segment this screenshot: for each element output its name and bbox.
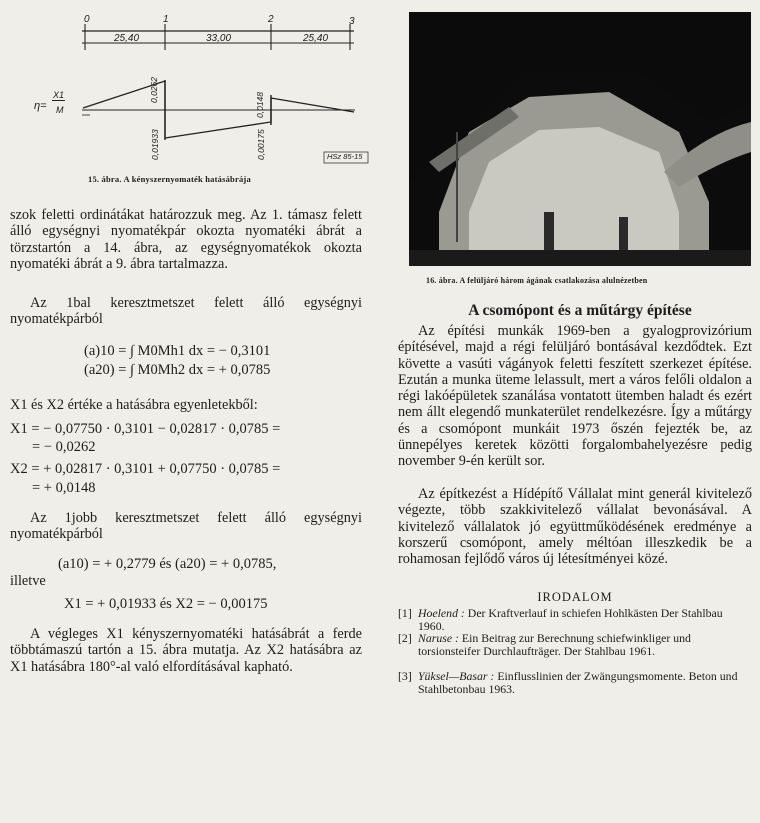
left-paragraph-4: Az 1jobb keresztmetszet felett álló egységnyi nyomatékpárból: [10, 510, 362, 543]
left-illetve: illetve: [10, 573, 46, 589]
equation-a10-a20: (a10) = + 0,2779 és (a20) = + 0,0785,: [58, 556, 277, 572]
eta-numerator: X1: [53, 90, 65, 100]
left-paragraph-5: A végleges X1 kényszernyomatéki hatásábrát a ferde többtámaszú tartón a 15. ábra mutatja. Az X2 hatásábra az X1 hatásábra 180°-al való elfordításával kapható.: [10, 626, 362, 675]
references-heading: IRODALOM: [537, 590, 613, 604]
figure-15-caption: 15. ábra. A kényszernyomaték hatásábrája: [88, 174, 251, 184]
eta-denominator: M: [56, 105, 64, 115]
figure-15-influence-diagram: [0, 0, 380, 170]
figure-stamp: HSz 85-15: [327, 152, 363, 161]
span-length-3: 25,40: [303, 33, 329, 44]
equation-x1-x2: X1 = + 0,01933 és X2 = − 0,00175: [64, 596, 268, 612]
left-paragraph-3: X1 és X2 értéke a hatásábra egyenletekből:: [10, 397, 258, 413]
span-length-1: 25,40: [114, 33, 140, 44]
bridge-underside-image: [409, 12, 751, 266]
support-label-1: 1: [163, 14, 169, 25]
ordinate-bottom-1: 0,01933: [150, 129, 160, 160]
equation-x2-result: = + 0,0148: [32, 480, 96, 496]
equation-x2: X2 = + 0,02817 · 0,3101 + 0,07750 · 0,0785 =: [10, 461, 281, 477]
right-paragraph-2: Az építkezést a Hídépítő Vállalat mint generál kivitelező végezte, több szakkivitelező vállalat bevonásával. A kivitelező vállalatok jó együttműködésének eredménye a korszerű csomópont, amely méltóan illeszkedik be a rohamosan fejlődő város új létesítményei közé.: [398, 486, 752, 568]
ordinate-bottom-2: 0,00175: [256, 129, 266, 160]
support-label-2: 2: [268, 14, 274, 25]
figure-16-photo: [409, 12, 751, 266]
equation-x1: X1 = − 0,07750 · 0,3101 − 0,02817 · 0,0785 =: [10, 421, 281, 437]
span-length-2: 33,00: [206, 33, 232, 44]
left-paragraph-1: szok feletti ordinátákat határozzuk meg. Az 1. támasz felett álló egységnyi nyomatékpár okozta nyomatéki ábrát a törzstartón a 14. ábra, az egységnyomatékok okozta nyomatéki ábrát a 9. ábra tartalmazza.: [10, 207, 362, 272]
reference-3: [398, 670, 752, 695]
figure-16-caption: 16. ábra. A felüljáró három ágának csatlakozása alulnézetben: [426, 276, 648, 285]
reference-text: Einflusslinien der Zwängungsmomente. Beton und Stahlbetonbau 1963.: [418, 669, 738, 696]
reference-author: Yüksel—Basar :: [418, 669, 495, 683]
reference-author: Hoelend :: [418, 606, 465, 620]
eta-label: η=: [34, 100, 47, 112]
support-label-0: 0: [84, 14, 90, 25]
reference-number: [3]: [398, 669, 412, 683]
reference-text: Der Kraftverlauf in schiefen Hohlkästen Der Stahlbau 1960.: [418, 606, 723, 633]
equation-x1-result: = − 0,0262: [32, 439, 96, 455]
support-label-3: 3: [349, 16, 355, 27]
reference-1: [398, 607, 752, 632]
reference-author: Naruse :: [418, 631, 459, 645]
left-paragraph-2: Az 1bal keresztmetszet felett álló egységnyi nyomatékpárból: [10, 295, 362, 328]
reference-number: [1]: [398, 606, 412, 620]
reference-number: [2]: [398, 631, 412, 645]
section-heading: A csomópont és a műtárgy építése: [468, 302, 692, 319]
ordinate-top-1: 0,0262: [149, 77, 159, 103]
ordinate-top-2: 0,0148: [255, 92, 265, 118]
reference-text: Ein Beitrag zur Berechnung schiefwinkliger und torsionsteifer Durchlaufträger. Der Stahlbau 1961.: [418, 631, 691, 658]
reference-2: [398, 632, 752, 657]
equation-a20: (a20) = ∫ M0Mh2 dx = + 0,0785: [84, 362, 271, 378]
right-paragraph-1: Az építési munkák 1969-ben a gyalogprovizórium építésével, majd a régi felüljáró bontásával kezdődtek. Ezt követte a vasúti vágányok feletti feszített szerkezet építése. Ezután a munka üteme lelassult, mert a város felőli oldalon a régi lakóépületek szanálása vontatott ütemben haladt és ezért nem állt elegendő munkaterület rendelkezésre. Így a műtárgy és a csomópont munkáit 1973 őszén fejezték be, az ünnepélyes keretek közötti forgalombahelyezésre pedig november 9-én került sor.: [398, 323, 752, 470]
equation-a10: (a)10 = ∫ M0Mh1 dx = − 0,3101: [84, 343, 271, 359]
